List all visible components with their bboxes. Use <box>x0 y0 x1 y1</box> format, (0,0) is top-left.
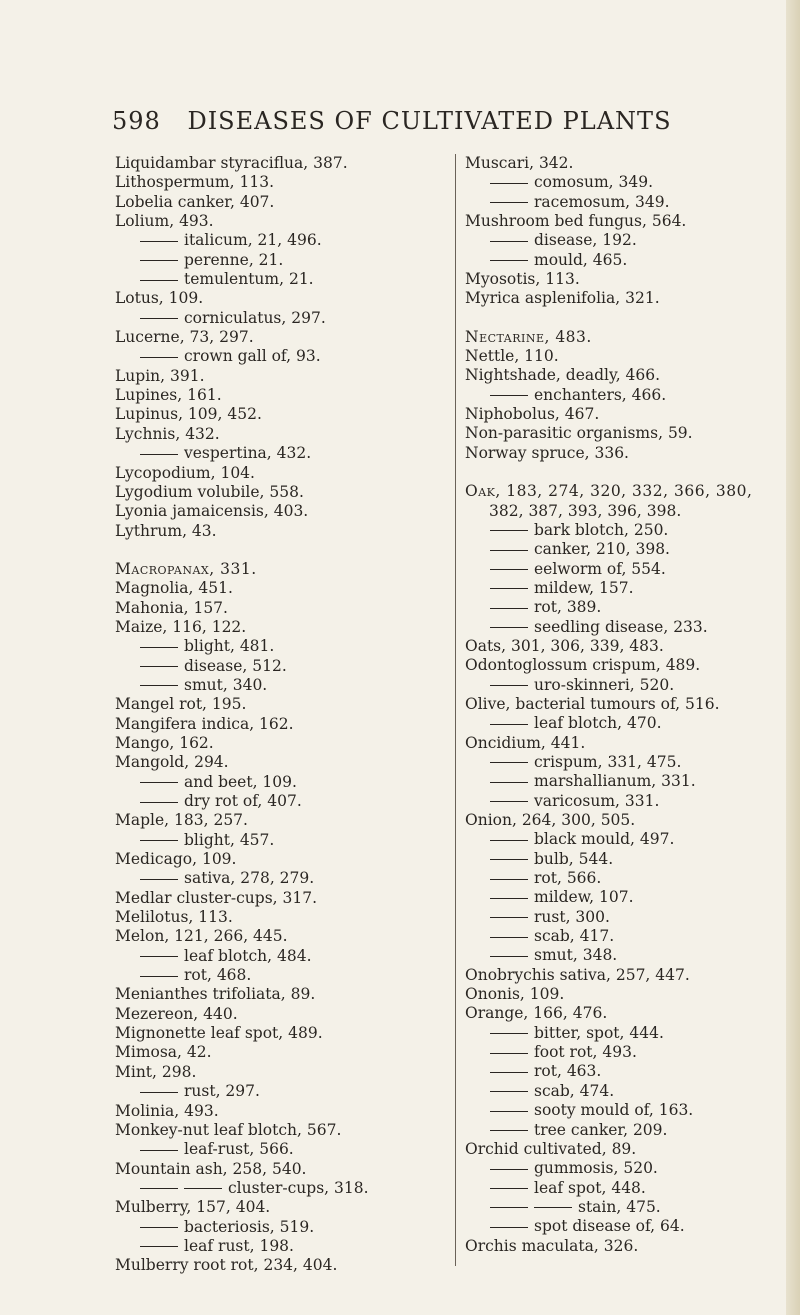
entry-text: Muscari, 342. <box>465 154 574 172</box>
index-entry <box>115 715 450 734</box>
index-entry <box>465 966 785 985</box>
entry-text: Lupinus, 109, 452. <box>115 405 262 424</box>
entry-text: bark blotch, 250. <box>534 520 669 539</box>
entry-text: Oak, 183, 274, 320, 332, 366, 380, <box>465 482 753 501</box>
index-subentry <box>115 347 450 366</box>
index-entry <box>465 1140 785 1159</box>
index-entry-continuation <box>465 502 785 521</box>
index-entry <box>115 425 450 444</box>
entry-text: Lolium, 493. <box>115 212 214 231</box>
entry-text: 382, 387, 393, 396, 398. <box>489 501 682 520</box>
entry-text: Mignonette leaf spot, 489. <box>115 1024 323 1043</box>
entry-text: vespertina, 432. <box>184 444 312 463</box>
repeat-dash <box>490 550 528 551</box>
index-subentry <box>115 966 450 985</box>
entry-text: Orchid cultivated, 89. <box>465 1139 637 1158</box>
index-subentry <box>465 714 785 733</box>
repeat-dash <box>140 280 178 281</box>
entry-text: comosum, 349. <box>534 173 654 192</box>
index-subentry <box>465 579 785 598</box>
entry-text: Lupin, 391. <box>115 366 205 385</box>
repeat-dash <box>490 898 528 899</box>
index-entry <box>115 328 450 347</box>
index-entry <box>115 618 450 637</box>
entry-text: Mulberry, 157, 404. <box>115 1198 271 1217</box>
index-subentry <box>465 1062 785 1081</box>
entry-text: mildew, 107. <box>534 888 634 907</box>
index-entry <box>465 985 785 1004</box>
index-entry <box>465 1004 785 1023</box>
index-subentry <box>465 1198 785 1217</box>
index-subentry <box>465 772 785 791</box>
repeat-dash <box>490 627 528 628</box>
index-subentry <box>115 831 450 850</box>
index-entry <box>115 1043 450 1062</box>
entry-text: blight, 481. <box>184 637 275 656</box>
entry-text: tree canker, 209. <box>534 1120 668 1139</box>
column-divider <box>455 154 456 1266</box>
entry-text: Macropanax, 331. <box>115 559 257 578</box>
index-entry <box>115 212 450 231</box>
repeat-dash <box>490 202 528 203</box>
entry-text: smut, 340. <box>184 675 268 694</box>
repeat-dash <box>490 395 528 396</box>
index-entry <box>115 1102 450 1121</box>
entry-text: Oncidium, 441. <box>465 733 586 752</box>
entry-text: stain, 475. <box>578 1197 661 1216</box>
index-entry <box>115 522 450 541</box>
entry-text: Odontoglossum crispum, 489. <box>465 656 701 675</box>
index-entry <box>115 579 450 598</box>
repeat-dash <box>490 937 528 938</box>
index-subentry <box>465 888 785 907</box>
repeat-dash <box>490 724 528 725</box>
index-subentry <box>115 637 450 656</box>
index-entry <box>115 367 450 386</box>
index-entry <box>465 366 785 385</box>
entry-text: Melon, 121, 266, 445. <box>115 927 288 946</box>
repeat-dash <box>490 530 528 531</box>
entry-text: eelworm of, 554. <box>534 559 666 578</box>
index-entry <box>115 405 450 424</box>
repeat-dash <box>490 569 528 570</box>
entry-text: italicum, 21, 496. <box>184 231 322 250</box>
index-subentry <box>115 1218 450 1237</box>
entry-text: Lithospermum, 113. <box>115 173 274 192</box>
entry-text: Mulberry root rot, 234, 404. <box>115 1256 338 1275</box>
entry-text: Olive, bacterial tumours of, 516. <box>465 694 720 713</box>
index-subentry <box>465 521 785 540</box>
entry-text: Lythrum, 43. <box>115 521 217 540</box>
repeat-dash <box>140 666 178 667</box>
index-entry <box>465 734 785 753</box>
entry-text: Niphobolus, 467. <box>465 405 600 424</box>
index-subentry <box>115 773 450 792</box>
index-entry <box>115 1121 450 1140</box>
entry-text: leaf blotch, 470. <box>534 714 662 733</box>
index-subentry <box>465 792 785 811</box>
index-subentry <box>465 927 785 946</box>
index-subentry <box>115 792 450 811</box>
index-subentry <box>115 251 450 270</box>
index-entry <box>465 328 785 347</box>
repeat-dash <box>140 357 178 358</box>
entry-text: racemosum, 349. <box>534 192 670 211</box>
index-entry <box>115 464 450 483</box>
entry-text: mildew, 157. <box>534 578 634 597</box>
index-entry <box>115 753 450 772</box>
repeat-dash <box>490 1207 528 1208</box>
index-subentry <box>115 657 450 676</box>
index-entry <box>115 154 450 173</box>
repeat-dash <box>140 318 178 319</box>
entry-text: Orange, 166, 476. <box>465 1004 608 1023</box>
repeat-dash <box>490 859 528 860</box>
index-subentry <box>465 850 785 869</box>
index-entry <box>465 637 785 656</box>
entry-text: rust, 297. <box>184 1082 260 1101</box>
entry-text: Non-parasitic organisms, 59. <box>465 424 693 443</box>
entry-text: Lyonia jamaicensis, 403. <box>115 502 309 521</box>
entry-text: Lupines, 161. <box>115 386 222 405</box>
index-entry <box>115 560 450 579</box>
entry-text: bacteriosis, 519. <box>184 1217 315 1236</box>
entry-text: disease, 512. <box>184 656 287 675</box>
repeat-dash <box>140 454 178 455</box>
index-entry <box>115 386 450 405</box>
repeat-dash <box>140 685 178 686</box>
repeat-dash <box>490 1227 528 1228</box>
repeat-dash <box>490 782 528 783</box>
index-subentry <box>465 869 785 888</box>
entry-text: Mushroom bed fungus, 564. <box>465 212 687 231</box>
repeat-dash <box>490 685 528 686</box>
entry-text: Magnolia, 451. <box>115 579 233 598</box>
repeat-dash <box>490 1188 528 1189</box>
index-entry <box>115 1005 450 1024</box>
entry-text: rot, 468. <box>184 966 252 985</box>
entry-text: sooty mould of, 163. <box>534 1101 694 1120</box>
index-subentry <box>115 231 450 250</box>
index-subentry <box>465 1024 785 1043</box>
repeat-dash <box>490 183 528 184</box>
entry-text: bitter, spot, 444. <box>534 1023 664 1042</box>
index-entry <box>115 734 450 753</box>
page-header <box>112 107 732 135</box>
index-subentry <box>115 676 450 695</box>
index-subentry <box>465 1082 785 1101</box>
index-subentry <box>465 1043 785 1062</box>
index-subentry <box>465 1179 785 1198</box>
index-entry <box>465 1237 785 1256</box>
entry-text: Liquidambar styraciflua, 387. <box>115 154 348 172</box>
entry-text: black mould, 497. <box>534 830 675 849</box>
entry-text: Mahonia, 157. <box>115 598 228 617</box>
entry-text: cluster-cups, 318. <box>228 1178 369 1197</box>
entry-text: Mangifera indica, 162. <box>115 714 294 733</box>
section-gap <box>115 541 450 560</box>
entry-text: Mangold, 294. <box>115 753 229 772</box>
repeat-dash <box>140 1227 178 1228</box>
repeat-dash <box>140 1092 178 1093</box>
index-entry <box>465 444 785 463</box>
repeat-dash <box>140 260 178 261</box>
entry-text: rot, 566. <box>534 869 602 888</box>
index-subentry <box>465 830 785 849</box>
index-subentry <box>465 560 785 579</box>
index-entry <box>465 154 785 173</box>
index-entry <box>115 483 450 502</box>
entry-text: leaf rust, 198. <box>184 1236 294 1255</box>
entry-text: Maize, 116, 122. <box>115 617 247 636</box>
index-entry <box>465 212 785 231</box>
repeat-dash <box>490 1130 528 1131</box>
index-subentry <box>115 1140 450 1159</box>
index-subentry <box>115 947 450 966</box>
entry-text: Onion, 264, 300, 505. <box>465 811 636 829</box>
index-entry <box>115 599 450 618</box>
entry-text: smut, 348. <box>534 946 618 965</box>
entry-text: corniculatus, 297. <box>184 308 326 327</box>
index-entry <box>465 695 785 714</box>
entry-text: scab, 417. <box>534 927 615 946</box>
entry-text: Menianthes trifoliata, 89. <box>115 985 316 1004</box>
index-entry <box>115 1063 450 1082</box>
entry-text: rust, 300. <box>534 907 610 926</box>
index-entry <box>115 908 450 927</box>
entry-text: Medicago, 109. <box>115 850 237 869</box>
entry-text: Lychnis, 432. <box>115 424 220 443</box>
entry-text: Norway spruce, 336. <box>465 443 629 462</box>
section-gap <box>465 309 785 328</box>
entry-text: Lucerne, 73, 297. <box>115 328 254 347</box>
repeat-dash <box>490 1033 528 1034</box>
entry-text: temulentum, 21. <box>184 270 314 289</box>
entry-text: Orchis maculata, 326. <box>465 1236 639 1255</box>
index-subentry <box>465 1159 785 1178</box>
entry-text: leaf spot, 448. <box>534 1178 646 1197</box>
entry-text: Oats, 301, 306, 339, 483. <box>465 636 664 655</box>
repeat-dash <box>490 1169 528 1170</box>
index-entry <box>115 289 450 308</box>
index-column-left <box>115 154 450 1276</box>
index-entry <box>115 985 450 1004</box>
repeat-dash <box>140 840 178 841</box>
repeat-dash <box>490 241 528 242</box>
entry-text: Onobrychis sativa, 257, 447. <box>465 965 690 984</box>
index-subentry <box>115 444 450 463</box>
repeat-dash <box>140 1150 178 1151</box>
entry-text: Melilotus, 113. <box>115 908 233 927</box>
index-subentry <box>115 309 450 328</box>
page-number: 598 <box>112 107 161 135</box>
entry-text: Mountain ash, 258, 540. <box>115 1159 307 1178</box>
index-entry <box>115 1160 450 1179</box>
page-edge <box>786 0 800 1315</box>
entry-text: leaf-rust, 566. <box>184 1140 294 1159</box>
repeat-dash <box>490 1072 528 1073</box>
index-entry <box>465 811 785 830</box>
entry-text: disease, 192. <box>534 231 637 250</box>
repeat-dash <box>490 1053 528 1054</box>
repeat-dash <box>534 1207 572 1208</box>
entry-text: Mint, 298. <box>115 1062 197 1081</box>
index-entry <box>115 927 450 946</box>
index-entry <box>115 1256 450 1275</box>
repeat-dash <box>140 782 178 783</box>
entry-text: Myosotis, 113. <box>465 270 580 289</box>
index-subentry <box>115 270 450 289</box>
repeat-dash <box>140 1188 178 1189</box>
entry-text: Mimosa, 42. <box>115 1043 212 1062</box>
page-title: DISEASES OF CULTIVATED PLANTS <box>187 107 672 135</box>
index-entry <box>115 173 450 192</box>
index-column-right <box>465 154 785 1256</box>
index-subentry <box>465 753 785 772</box>
entry-text: enchanters, 466. <box>534 385 667 404</box>
entry-text: Mezereon, 440. <box>115 1004 238 1023</box>
index-entry <box>115 193 450 212</box>
entry-text: perenne, 21. <box>184 250 284 269</box>
repeat-dash <box>490 956 528 957</box>
entry-text: Medlar cluster-cups, 317. <box>115 888 318 907</box>
index-subentry <box>465 676 785 695</box>
entry-text: rot, 463. <box>534 1062 602 1081</box>
entry-text: leaf blotch, 484. <box>184 946 312 965</box>
index-subentry <box>465 1101 785 1120</box>
entry-text: gummosis, 520. <box>534 1159 658 1178</box>
index-subentry <box>465 946 785 965</box>
entry-text: Lycopodium, 104. <box>115 463 255 482</box>
index-entry <box>465 347 785 366</box>
index-entry <box>115 889 450 908</box>
entry-text: blight, 457. <box>184 830 275 849</box>
entry-text: crispum, 331, 475. <box>534 752 682 771</box>
repeat-dash <box>140 1246 178 1247</box>
entry-text: Nettle, 110. <box>465 347 559 366</box>
index-entry <box>115 1198 450 1217</box>
index-subentry <box>465 1121 785 1140</box>
index-subentry <box>465 173 785 192</box>
repeat-dash <box>490 1091 528 1092</box>
index-subentry <box>465 540 785 559</box>
repeat-dash <box>490 801 528 802</box>
entry-text: Nectarine, 483. <box>465 327 592 346</box>
index-entry <box>115 695 450 714</box>
section-gap <box>465 463 785 482</box>
entry-text: marshallianum, 331. <box>534 772 696 791</box>
repeat-dash <box>140 647 178 648</box>
entry-text: canker, 210, 398. <box>534 540 670 559</box>
index-entry <box>465 482 785 501</box>
index-entry <box>115 1024 450 1043</box>
entry-text: foot rot, 493. <box>534 1043 637 1062</box>
repeat-dash <box>490 260 528 261</box>
index-subentry <box>465 231 785 250</box>
entry-text: Myrica asplenifolia, 321. <box>465 289 660 308</box>
index-subentry <box>465 1217 785 1236</box>
index-subentry <box>115 869 450 888</box>
repeat-dash <box>490 588 528 589</box>
repeat-dash <box>490 879 528 880</box>
index-entry <box>465 270 785 289</box>
entry-text: seedling disease, 233. <box>534 617 708 636</box>
entry-text: spot disease of, 64. <box>534 1217 685 1236</box>
repeat-dash <box>490 762 528 763</box>
entry-text: Mangel rot, 195. <box>115 695 247 714</box>
repeat-dash <box>490 1111 528 1112</box>
entry-text: Nightshade, deadly, 466. <box>465 366 661 385</box>
index-subentry <box>465 618 785 637</box>
entry-text: Lotus, 109. <box>115 289 204 308</box>
entry-text: Lygodium volubile, 558. <box>115 482 304 501</box>
index-subentry <box>465 908 785 927</box>
entry-text: Molinia, 493. <box>115 1101 219 1120</box>
entry-text: mould, 465. <box>534 250 628 269</box>
index-entry <box>115 502 450 521</box>
repeat-dash <box>490 608 528 609</box>
entry-text: dry rot of, 407. <box>184 792 302 810</box>
index-entry <box>115 850 450 869</box>
entry-text: bulb, 544. <box>534 849 614 868</box>
entry-text: and beet, 109. <box>184 772 297 791</box>
entry-text: Monkey-nut leaf blotch, 567. <box>115 1120 342 1139</box>
index-subentry <box>465 193 785 212</box>
entry-text: uro-skinneri, 520. <box>534 675 675 694</box>
index-entry <box>465 656 785 675</box>
repeat-dash <box>140 802 178 803</box>
entry-text: Lobelia canker, 407. <box>115 192 275 211</box>
repeat-dash <box>140 976 178 977</box>
index-subentry <box>115 1237 450 1256</box>
entry-text: Ononis, 109. <box>465 985 565 1004</box>
index-subentry <box>465 386 785 405</box>
index-entry <box>465 289 785 308</box>
repeat-dash <box>140 956 178 957</box>
entry-text: Maple, 183, 257. <box>115 811 248 830</box>
index-subentry <box>115 1179 450 1198</box>
entry-text: varicosum, 331. <box>534 791 660 810</box>
repeat-dash <box>140 241 178 242</box>
index-entry <box>465 424 785 443</box>
repeat-dash <box>490 917 528 918</box>
repeat-dash <box>140 879 178 880</box>
entry-text: scab, 474. <box>534 1081 615 1100</box>
repeat-dash <box>184 1188 222 1189</box>
entry-text: crown gall of, 93. <box>184 347 321 366</box>
index-entry <box>465 405 785 424</box>
repeat-dash <box>490 840 528 841</box>
entry-text: rot, 389. <box>534 598 602 617</box>
index-entry <box>115 811 450 830</box>
entry-text: Mango, 162. <box>115 733 214 752</box>
entry-text: sativa, 278, 279. <box>184 869 315 888</box>
index-subentry <box>465 598 785 617</box>
index-subentry <box>115 1082 450 1101</box>
index-subentry <box>465 251 785 270</box>
